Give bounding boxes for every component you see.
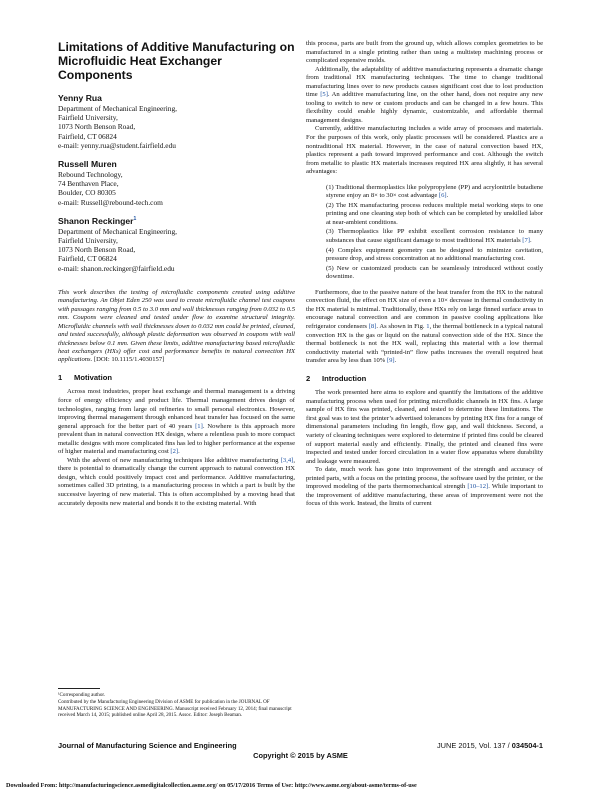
figure-link[interactable]: 1 xyxy=(426,322,430,330)
list-item: (1) Traditional thermoplastics like polypropylene (PP) and acrylonitrile butadiene styrene enjoy an 8× to 30× cost advantage [6]. xyxy=(326,183,543,200)
affiliation-line: Fairfield University, xyxy=(58,236,118,246)
list-item: (3) Thermoplastics like PP exhibit excellent corrosion resistance to many substances that cause significant damage to most traditional HX materials [7]. xyxy=(326,228,543,245)
affiliation-line: Fairfield, CT 06824 xyxy=(58,254,117,264)
doi[interactable]: [DOI: 10.1115/1.4030157] xyxy=(93,356,165,364)
affiliation-line: 1073 North Benson Road, xyxy=(58,122,136,132)
paragraph: With the advent of new manufacturing techniques like additive manufacturing [3,4], there is potential to dramatically change the current approach to natural convection HX design, which could positively impact cost and performance. Additive manufacturing, sometimes called 3D printing, is a manufacturing process in which a part is built by the successive layering of new material. This is often accomplished by a moving head that accurately deposits new material and bonds it to the existing material. With xyxy=(58,456,295,507)
author-email[interactable]: e-mail: Russell@rebound-tech.com xyxy=(58,197,163,207)
citation-link[interactable]: [1] xyxy=(195,422,203,430)
right-column xyxy=(306,40,543,509)
author-name: Russell Muren xyxy=(58,159,117,170)
paper-title: Limitations of Additive Manufacturing on Microfluidic Heat Exchanger Components xyxy=(58,40,295,82)
author-name: Yenny Rua xyxy=(58,93,102,103)
affiliation-line: 1073 North Benson Road, xyxy=(58,245,136,255)
page-number: 034504-1 xyxy=(511,741,543,750)
affiliation-line: Department of Mechanical Engineering, xyxy=(58,226,178,236)
paragraph: Additionally, the adaptability of additive manufacturing represents a dramatic change from traditional HX manufacturing techniques. The time to change traditional manufacturing lines over to new products causes significant cost due to lost production time [5]. An additive manufacturing line, on the other hand, does not require any new tooling to switch to new or custom products and can be changed in a few hours. This flexibility could enable highly dynamic, customizable, and affordable thermal management designs. xyxy=(306,65,543,124)
author-email[interactable]: e-mail: yenny.rua@student.fairfield.edu xyxy=(58,140,176,150)
citation-link[interactable]: [5] xyxy=(320,91,328,99)
citation-link[interactable]: [9] xyxy=(386,357,395,365)
paragraph: Furthermore, due to the passive nature of the heat transfer from the HX to the natural convection fluid, the effect on HX size of even a 10× decrease in thermal conductivity in the HX material is minimal. Traditionally, these HXs rely on large finned surface areas to encourage natural convection and are common in passive cooling applications like refrigerator condensers [8]. As shown in Fig. 1, the thermal bottleneck in a typical natural convection HX is the gas or liquid on the natural convection side of the HX. Since the thermal bottleneck is not the HX wall, replacing this material with a low thermal conductivity material with “printed-in” flow paths increases the overall required heat transfer area by less than 10% [9]. xyxy=(306,288,544,365)
copyright: Copyright © 2015 by ASME xyxy=(253,751,348,760)
left-column xyxy=(58,40,295,508)
paragraph: The work presented here aims to explore and quantify the limitations of the additive manufacturing process when used for printing microfluidic channels in HX fins. A large sample of HX fins was printed, cleaned, and tested to determine these limitations. The first goal was to test the printer’s advertised tolerances by printing HX fins for a range of dimensional parameters including fin length, flow gap, and wall thickness. Second, a variety of cleaning techniques were explored to determine if printed fins could be cleared of support material easily and efficiently. Finally, the printed and cleaned fins were inspected and tested under forced circulation in a water flow apparatus where durability and leakage were measured. xyxy=(306,389,543,465)
author-block-3 xyxy=(58,216,295,273)
section-heading-motivation: 1 Motivation xyxy=(58,372,112,382)
paragraph: this process, parts are built from the ground up, which allows complex geometries to be manufactured in a single printing rather than using a multistep machining process or complicated expensive molds. xyxy=(306,40,543,65)
download-notice: Downloaded From: http://manufacturingscience.asmedigitalcollection.asme.org/ on 05/17/2016 Terms of Use: http://www.asme.org/about-asme/terms-of-use xyxy=(6,782,417,789)
list-item: (5) New or customized products can be seamlessly introduced without costly downtime. xyxy=(326,264,543,281)
author-email[interactable]: e-mail: shanon.reckinger@fairfield.edu xyxy=(58,263,175,273)
citation-link[interactable]: [10–12] xyxy=(467,483,489,491)
citation-link[interactable]: [8] xyxy=(368,322,377,330)
section-heading-introduction: 2 Introduction xyxy=(306,373,367,383)
issue-info: JUNE 2015, Vol. 137 / 034504-1 xyxy=(436,741,543,750)
paragraph: Currently, additive manufacturing includes a wide array of processes and materials. For the purposes of this work, only plastic processes will be considered. Plastics are a nontraditional HX material. However, in the case of natural convection based HX, plastics represent a path toward improved performance and cost. Although the switch from metallic to plastic HX materials increases required HX area slightly, it has several advantages: xyxy=(306,125,543,176)
author-block-2 xyxy=(58,159,295,207)
author-block-1 xyxy=(58,93,295,150)
abstract-text: This work describes the testing of microfluidic components created using additive manufacturing. An Objet Eden 250 was used to create microfluidic channel test coupons with passages ranging from 0.5 to 3.0 mm and wall thicknesses ranging from 0.032 to 0.5 mm. Coupons were cleaned and tested under flow to examine structural integrity. Microfluidic channels with wall thicknesses down to 0.032 mm could be printed, cleaned, and tested successfully, although plastic deformation was observed in coupons with wall thicknesses below 0.1 mm. Given these limits, additive manufacturing based microfluidic heat exchangers (HXs) offer cost and performance benefits in natural convection HX applications. xyxy=(58,288,295,364)
list-item: (4) Complex equipment geometry can be designed to minimize cavitation, pressure drop, and stress concentration at no additional manufacturing cost. xyxy=(326,246,544,263)
affiliation-line: Fairfield, CT 06824 xyxy=(58,131,117,141)
affiliation-line: Boulder, CO 80305 xyxy=(58,188,116,198)
journal-name: Journal of Manufacturing Science and Engineering xyxy=(58,741,237,750)
abstract xyxy=(58,289,295,365)
citation-link[interactable]: [2] xyxy=(170,448,179,456)
citation-link[interactable]: [6] xyxy=(438,192,447,200)
footnote-corresponding: ¹Corresponding author. xyxy=(58,692,106,698)
footnote-rule xyxy=(58,688,100,689)
author-name: Shanon Reckinger$^1$ xyxy=(58,215,137,226)
advantages-list xyxy=(306,184,543,282)
affiliation-line: Fairfield University, xyxy=(58,113,118,123)
footnotes xyxy=(58,688,295,720)
citation-link[interactable]: [7] xyxy=(522,237,530,245)
affiliation-line: Rebound Technology, xyxy=(58,170,123,180)
footnote-contributed: Contributed by the Manufacturing Engineering Division of ASME for publication in the JOURNAL OF MANUFACTURING SCIENCE AND ENGINEERING. Manuscript received February 12, 2014; final manuscript received March 14, 2015; published online April 28, 2015. Assoc. Editor: Joseph Beaman. xyxy=(58,699,292,719)
citation-link[interactable]: [3,4] xyxy=(280,456,294,464)
paragraph: To date, much work has gone into improvement of the strength and accuracy of printed parts, with a focus on the printing process, the software used by the printer, or the improved modeling of the parts thermomechanical strength [10–12]. While important to the improvement of additive manufacturing, these areas of improvement were not the focus of this work. Instead, the limits of current xyxy=(306,466,543,508)
affiliation-line: Department of Mechanical Engineering, xyxy=(58,104,178,113)
affiliation-line: 74 Benthaven Place, xyxy=(58,179,119,189)
footnote-marker[interactable]: 1 xyxy=(133,215,137,222)
paragraph: Across most industries, proper heat exchange and thermal management is a driving force of energy efficiency and product life. Thermal management drives design of technologies, ranging from large oil refineries to small personal electronics. However, improving thermal management through enhanced heat transfer has focused on the same general approach for the better part of 40 years [1]. Nowhere is this approach more prevalent than in natural convection HX design, where a relentless push to more compact metallic designs with more complicated fins has led to higher performance at the expense of higher material and manufacturing cost [2]. xyxy=(58,388,296,456)
list-item: (2) The HX manufacturing process reduces multiple metal working steps to one printing and one cleaning step both of which can be completed by unskilled labor at near-ambient conditions. xyxy=(326,201,543,226)
